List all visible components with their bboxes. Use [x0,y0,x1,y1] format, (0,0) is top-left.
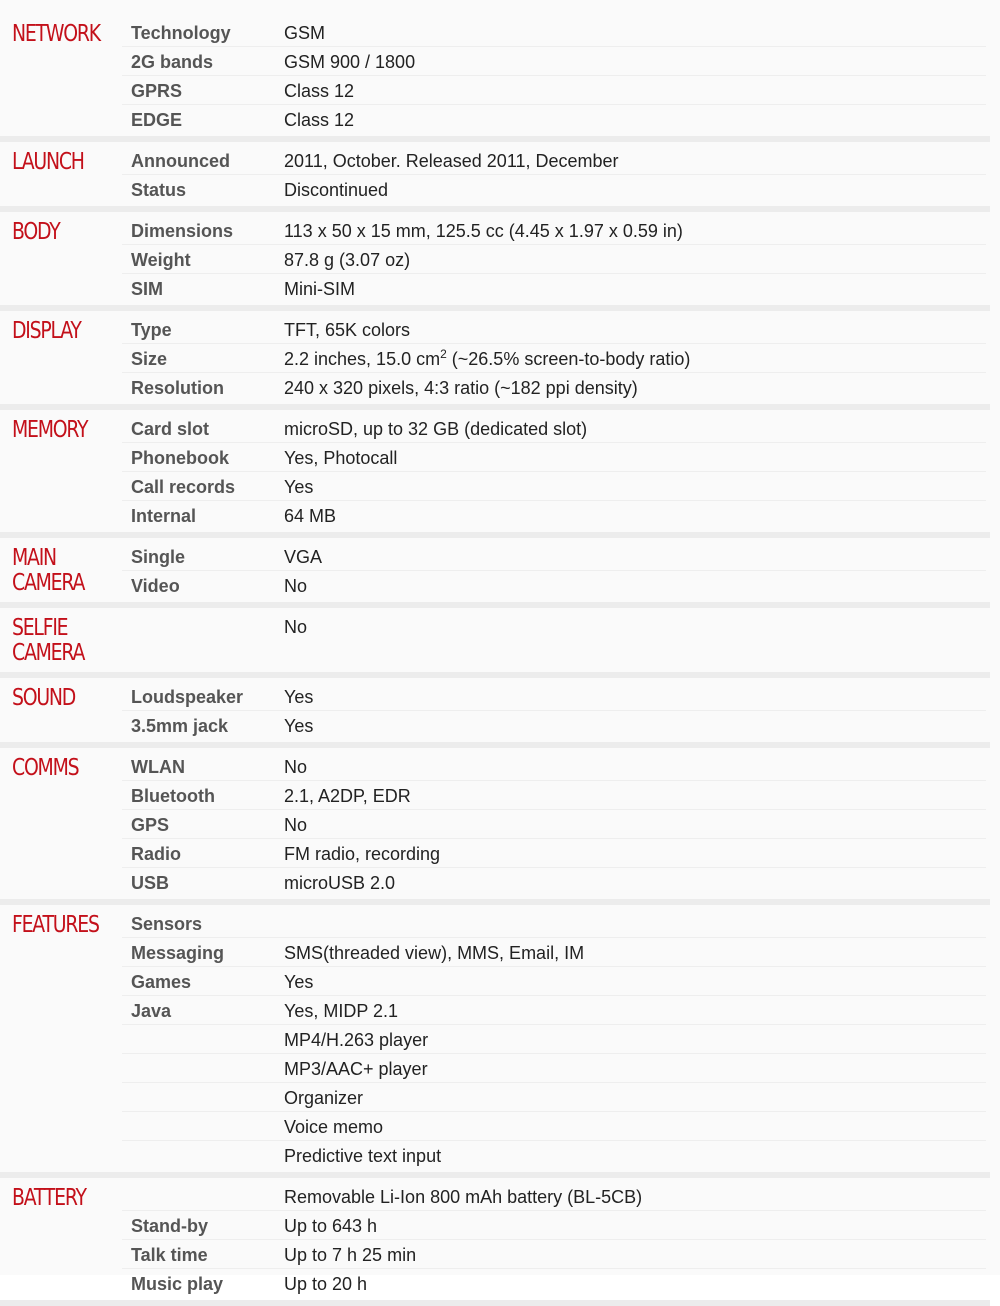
section-title-line: MEMORY [12,417,88,443]
spec-value: 64 MB [284,506,337,526]
spec-value: Predictive text input [284,1146,442,1166]
spec-label: 3.5mm jack [131,716,229,736]
section-comms [0,752,1000,897]
spec-label: EDGE [131,110,183,130]
spec-label: Games [131,972,192,992]
spec-value: Removable Li-Ion 800 mAh battery (BL-5CB) [284,1187,643,1207]
spec-row [0,501,1000,530]
section-title-line: CAMERA [12,640,85,666]
spec-value-text: 2.2 inches, 15.0 cm [284,349,441,369]
spec-label: Loudspeaker [131,687,244,707]
spec-value: Up to 7 h 25 min [284,1245,417,1265]
spec-value: Yes [284,687,314,707]
spec-row [0,839,1000,868]
section-title-line: NETWORK [12,21,100,47]
spec-value: 240 x 320 pixels, 4:3 ratio (~182 ppi density) [284,378,638,398]
spec-label: Size [131,349,168,369]
section-separator [0,532,990,538]
spec-label: Video [131,576,180,596]
spec-value: MP4/H.263 player [284,1030,429,1050]
spec-row [0,373,1000,402]
spec-value: Class 12 [284,110,355,130]
spec-value: 2.1, A2DP, EDR [284,786,411,806]
section-title-line: MAIN [12,545,56,571]
spec-row [0,868,1000,897]
spec-label: GPS [131,815,170,835]
spec-label: Phonebook [131,448,229,468]
spec-row [0,542,1000,571]
spec-value: Yes [284,716,314,736]
section-title-line: LAUNCH [12,149,84,175]
spec-label: Internal [131,506,197,526]
spec-row [0,274,1000,303]
spec-row [0,1211,1000,1240]
section-separator [0,602,990,608]
spec-row [0,315,1000,344]
spec-label: Single [131,547,186,567]
spec-value: Up to 20 h [284,1274,368,1294]
spec-value: Class 12 [284,81,355,101]
spec-label: Type [131,320,172,340]
spec-row [0,752,1000,781]
spec-label: Card slot [131,419,210,439]
spec-value: 87.8 g (3.07 oz) [284,250,411,270]
section-separator [0,672,990,678]
spec-label: Announced [131,151,230,171]
spec-row [0,216,1000,245]
spec-row [0,682,1000,711]
section-title-line: BATTERY [12,1185,86,1211]
spec-row [0,76,1000,105]
spec-label: GPRS [131,81,183,101]
spec-row [0,1054,1000,1083]
spec-label: Weight [131,250,191,270]
spec-row [0,571,1000,600]
section-network [0,18,1000,134]
section-title-line: COMMS [12,755,79,781]
spec-value: Yes [284,477,314,497]
spec-label: Java [131,1001,172,1021]
spec-value: SMS(threaded view), MMS, Email, IM [284,943,585,963]
section-separator [0,1172,990,1178]
spec-label: Stand-by [131,1216,209,1236]
spec-value: 2011, October. Released 2011, December [284,151,619,171]
spec-row [0,105,1000,134]
spec-label: Dimensions [131,221,234,241]
spec-row [0,967,1000,996]
spec-row [0,1083,1000,1112]
spec-label: 2G bands [131,52,214,72]
section-separator [0,206,990,212]
spec-row [0,1112,1000,1141]
section-separator [0,899,990,905]
spec-value: Up to 643 h [284,1216,378,1236]
section-title-line: BODY [12,219,60,245]
spec-value: TFT, 65K colors [284,320,411,340]
spec-row [0,1269,1000,1298]
spec-label: Technology [131,23,231,43]
spec-row [0,344,1000,373]
spec-label: Music play [131,1274,224,1294]
spec-row [0,1240,1000,1269]
spec-label: SIM [131,279,164,299]
spec-value: Organizer [284,1088,364,1108]
section-title-line: SELFIE [12,615,68,641]
spec-row [0,414,1000,443]
spec-label: Messaging [131,943,225,963]
spec-row [0,443,1000,472]
spec-row [0,245,1000,274]
spec-row [0,612,1000,641]
spec-value: Mini-SIM [284,279,355,299]
spec-label: Bluetooth [131,786,215,806]
spec-value: Yes, MIDP 2.1 [284,1001,399,1021]
spec-value: 113 x 50 x 15 mm, 125.5 cc (4.45 x 1.97 x 0.59 in) [284,221,683,241]
spec-value: Discontinued [284,180,389,200]
spec-row [0,1182,1000,1211]
spec-row [0,996,1000,1025]
spec-row [0,472,1000,501]
spec-value: VGA [284,547,323,567]
section-separator [0,136,990,142]
section-separator [0,742,990,748]
spec-row [0,175,1000,204]
spec-row [0,810,1000,839]
spec-value: No [284,815,308,835]
spec-label: Sensors [131,914,203,934]
superscript: 2 [440,347,447,361]
section-separator [0,1300,990,1306]
spec-value: No [284,617,308,637]
section-title-line: FEATURES [12,912,99,938]
spec-row [0,47,1000,76]
spec-row [0,1025,1000,1054]
spec-value-text: (~26.5% screen-to-body ratio) [446,349,691,369]
spec-value: No [284,576,308,596]
spec-value: microUSB 2.0 [284,873,396,893]
section-memory [0,414,1000,530]
spec-row [0,781,1000,810]
spec-label: Resolution [131,378,224,398]
section-launch [0,146,1000,204]
spec-label: WLAN [131,757,185,777]
spec-row [0,1141,1000,1170]
section-title-line: SOUND [12,685,76,711]
section-title-line: DISPLAY [12,318,81,344]
spec-value: FM radio, recording [284,844,441,864]
spec-label: Talk time [131,1245,208,1265]
spec-label: Call records [131,477,236,497]
spec-value: MP3/AAC+ player [284,1059,428,1079]
section-body [0,216,1000,303]
spec-value: Yes, Photocall [284,448,398,468]
section-selfie-camera [0,612,1000,670]
section-separator [0,305,990,311]
spec-label: Radio [131,844,182,864]
section-features [0,909,1000,1170]
spec-label: Status [131,180,187,200]
spec-row [0,146,1000,175]
section-separator [0,404,990,410]
spec-row [0,18,1000,47]
spec-row [0,938,1000,967]
spec-value: Yes [284,972,314,992]
section-sound [0,682,1000,740]
spec-value [284,349,690,370]
section-battery [0,1182,1000,1298]
spec-value: GSM [284,23,326,43]
section-display [0,315,1000,402]
spec-row [0,711,1000,740]
spec-value: microSD, up to 32 GB (dedicated slot) [284,419,588,439]
section-main-camera [0,542,1000,600]
spec-value: No [284,757,308,777]
section-title-line: CAMERA [12,570,85,596]
spec-value: GSM 900 / 1800 [284,52,416,72]
spec-value: Voice memo [284,1117,384,1137]
spec-label: USB [131,873,170,893]
spec-row [0,909,1000,938]
